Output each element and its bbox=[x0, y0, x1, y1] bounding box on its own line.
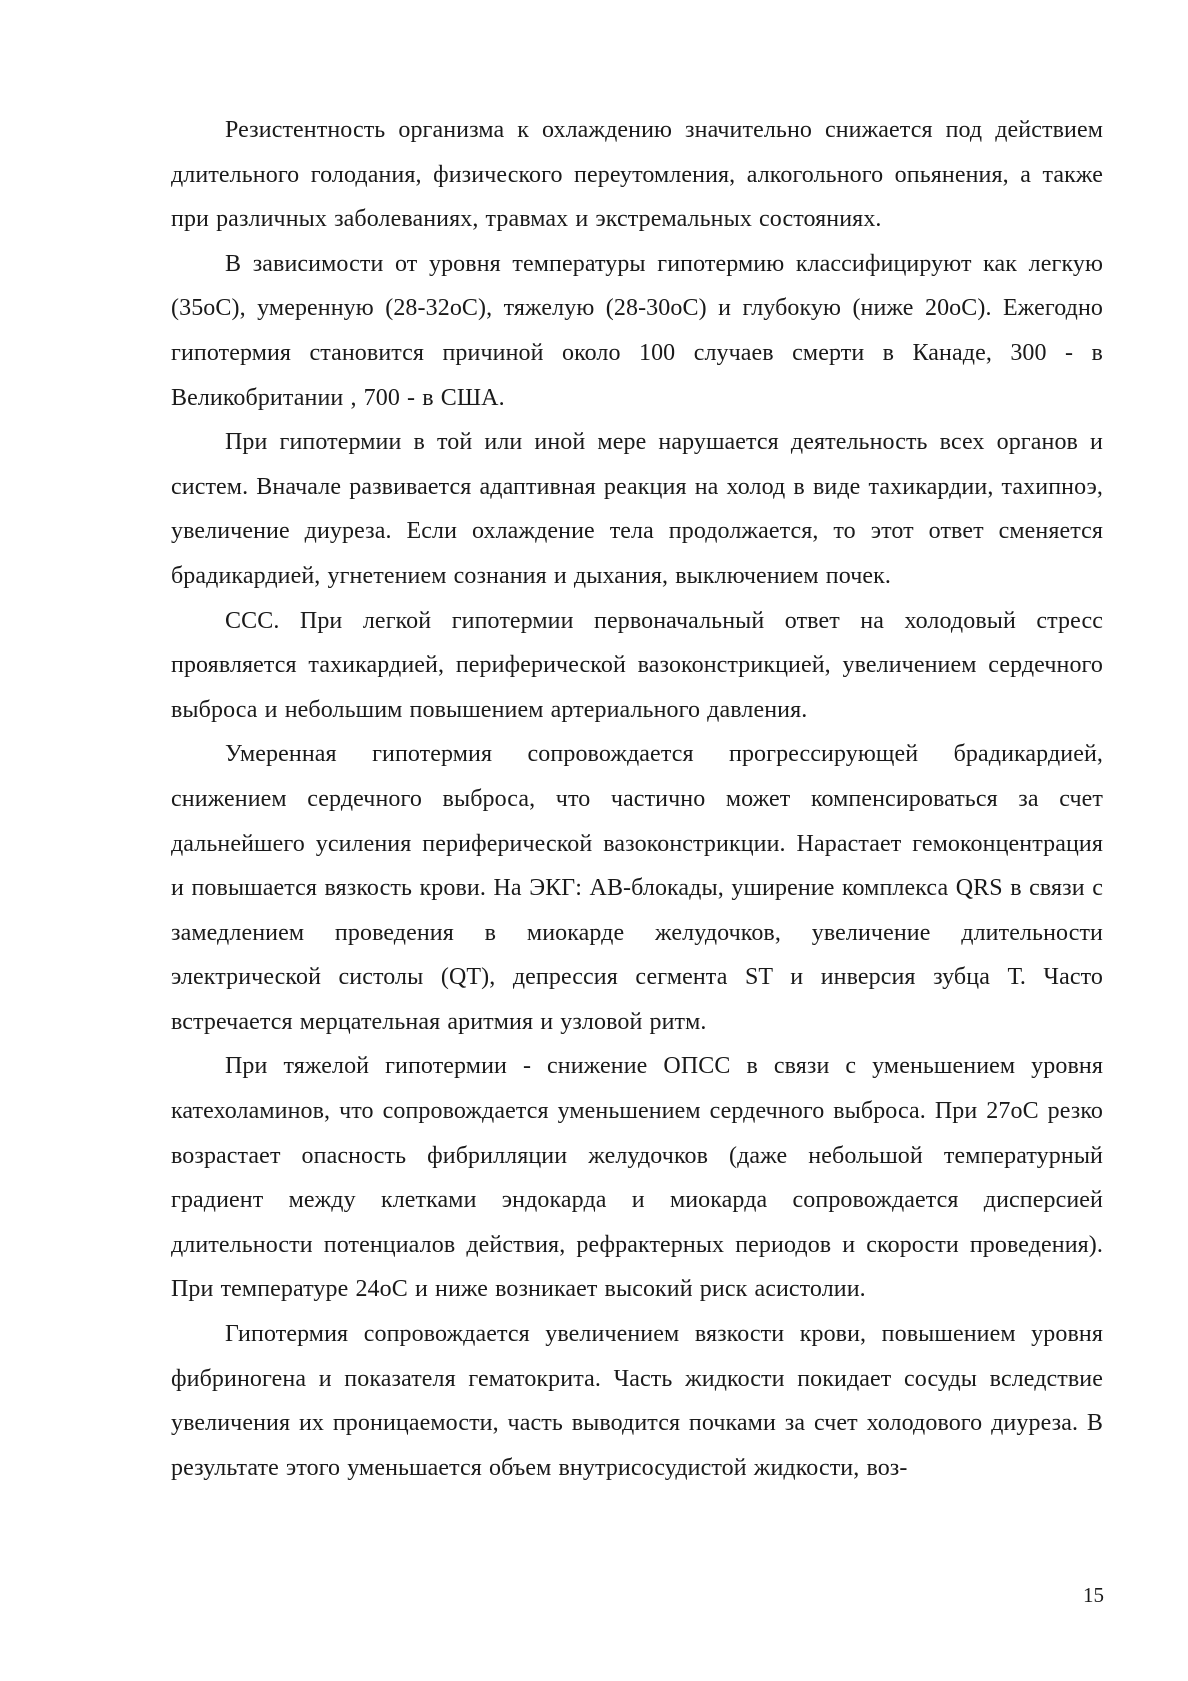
paragraph-ccc-mild: ССС. При легкой гипотермии первоначальный ответ на холодовый стресс проявляется тахикардией, периферической вазоконстрикцией, увеличением сердечного выброса и небольшим повышением артериального давления. bbox=[171, 607, 1103, 723]
paragraph-blood-viscosity: Гипотермия сопровождается увеличением вязкости крови, повышением уровня фибриногена и показателя гематокрита. Часть жидкости покидает сосуды вследствие увеличения их проницаемости, часть выводится почками за счет холодового диуреза. В результате этого уменьшается объем внутрисосудистой жидкости, воз- bbox=[171, 1321, 1103, 1481]
paragraph-resistance: Резистентность организма к охлаждению значительно снижается под действием длительного голодания, физического переутомления, алкогольного опьянения, а также при различных заболеваниях, травмах и экстремальных состояниях. bbox=[171, 117, 1103, 233]
paragraph-organ-systems: При гипотермии в той или иной мере нарушается деятельность всех органов и систем. Вначале развивается адаптивная реакция на холод в виде тахикардии, тахипноэ, увеличение диуреза. Если охлаждение тела продолжается, то этот ответ сменяется брадикардией, угнетением сознания и дыхания, выключением почек. bbox=[171, 429, 1103, 589]
paragraph-classification: В зависимости от уровня температуры гипотермию классифицируют как легкую (35oC), умеренную (28-32oC), тяжелую (28-30oC) и глубокую (ниже 20oC). Ежегодно гипотермия становится причиной около 100 случаев смерти в Канаде, 300 - в Великобритании , 700 - в США. bbox=[171, 250, 1103, 411]
page-number: 15 bbox=[1083, 1583, 1104, 1607]
paragraph-severe: При тяжелой гипотермии - снижение ОПСС в связи с уменьшением уровня катехоламинов, что сопровождается уменьшением сердечного выброса. При 27oC резко возрастает опасность фибрилляции желудочков (даже небольшой температурный градиент между клетками эндокарда и миокарда сопровождается дисперсией длительности потенциалов действия, рефрактерных периодов и скорости проведения). При температуре 24oC и ниже возникает высокий риск асистолии. bbox=[171, 1053, 1103, 1303]
paragraph-moderate: Умеренная гипотермия сопровождается прогрессирующей брадикардией, снижением сердечного выброса, что частично может компенсироваться за счет дальнейшего усиления периферической вазоконстрикции. Нарастает гемоконцентрация и повышается вязкость крови. На ЭКГ: АВ-блокады, уширение комплекса QRS в связи с замедлением проведения в миокарде желудочков, увеличение длительности электрической систолы (QT), депрессия сегмента ST и инверсия зубца Т. Часто встречается мерцательная аритмия и узловой ритм. bbox=[171, 741, 1103, 1035]
body-text bbox=[171, 108, 1103, 1490]
